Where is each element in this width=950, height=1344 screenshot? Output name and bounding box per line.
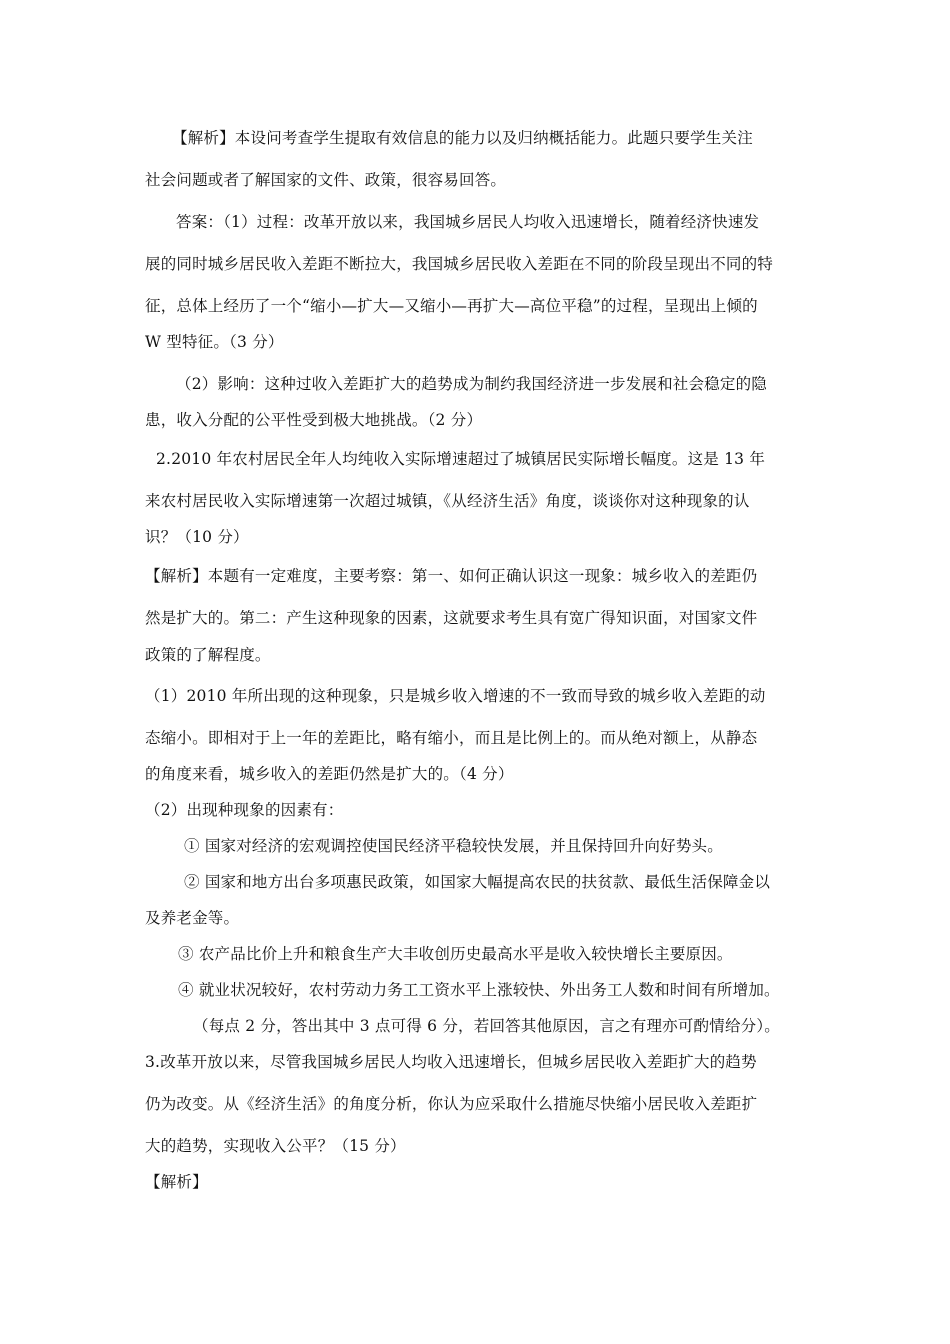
text-line: （1）2010 年所出现的这种现象，只是城乡收入增速的不一致而导致的城乡收入差距的动 <box>145 687 766 705</box>
text-line: W 型特征。（3 分） <box>145 333 284 351</box>
text-line: 政策的了解程度。 <box>145 646 271 664</box>
text-line: 及养老金等。 <box>145 909 240 927</box>
text-line: 来农村居民收入实际增速第一次超过城镇，《从经济生活》角度，谈谈你对这种现象的认 <box>145 492 750 510</box>
text-line: 【解析】 <box>145 1173 208 1191</box>
text-line: 征，总体上经历了一个“缩小—扩大—又缩小—再扩大—高位平稳”的过程，呈现出上倾的 <box>145 297 758 315</box>
text-line: 仍为改变。从《经济生活》的角度分析，你认为应采取什么措施尽快缩小居民收入差距扩 <box>145 1095 758 1113</box>
text-line: 【解析】本设问考查学生提取有效信息的能力以及归纳概括能力。此题只要学生关注 <box>172 129 753 147</box>
text-line: ② 国家和地方出台多项惠民政策，如国家大幅提高农民的扶贫款、最低生活保障金以 <box>184 873 771 891</box>
text-line: ④ 就业状况较好，农村劳动力务工工资水平上涨较快、外出务工人数和时间有所增加。 <box>178 981 780 999</box>
text-line: 然是扩大的。第二：产生这种现象的因素，这就要求考生具有宽广得知识面，对国家文件 <box>145 609 758 627</box>
text-line: 答案：（1）过程：改革开放以来，我国城乡居民人均收入迅速增长，随着经济快速发 <box>176 213 760 231</box>
text-line: 2.2010 年农村居民全年人均纯收入实际增速超过了城镇居民实际增长幅度。这是 13 年 <box>156 450 766 468</box>
text-line: 患，收入分配的公平性受到极大地挑战。（2 分） <box>145 411 483 429</box>
text-line: ① 国家对经济的宏观调控使国民经济平稳较快发展，并且保持回升向好势头。 <box>184 837 723 855</box>
text-line: 的角度来看，城乡收入的差距仍然是扩大的。（4 分） <box>145 765 514 783</box>
text-line: ③ 农产品比价上升和粮食生产大丰收创历史最高水平是收入较快增长主要原因。 <box>178 945 733 963</box>
text-line: 态缩小。即相对于上一年的差距比，略有缩小，而且是比例上的。而从绝对额上，从静态 <box>145 729 758 747</box>
text-line: （2）出现种现象的因素有： <box>145 801 344 819</box>
text-line: 3.改革开放以来，尽管我国城乡居民人均收入迅速增长，但城乡居民收入差距扩大的趋势 <box>145 1053 757 1071</box>
text-line: 社会问题或者了解国家的文件、政策，很容易回答。 <box>145 171 507 189</box>
text-line: 【解析】本题有一定难度，主要考察：第一、如何正确认识这一现象：城乡收入的差距仍 <box>145 567 758 585</box>
text-line: （每点 2 分，答出其中 3 点可得 6 分，若回答其他原因，言之有理亦可酌情给分）。 <box>193 1017 780 1035</box>
text-line: （2）影响：这种过收入差距扩大的趋势成为制约我国经济进一步发展和社会稳定的隐 <box>176 375 767 393</box>
text-line: 展的同时城乡居民收入差距不断拉大，我国城乡居民收入差距在不同的阶段呈现出不同的特 <box>145 255 774 273</box>
text-line: 大的趋势，实现收入公平？（15 分） <box>145 1137 406 1155</box>
text-line: 识？（10 分） <box>145 528 249 546</box>
